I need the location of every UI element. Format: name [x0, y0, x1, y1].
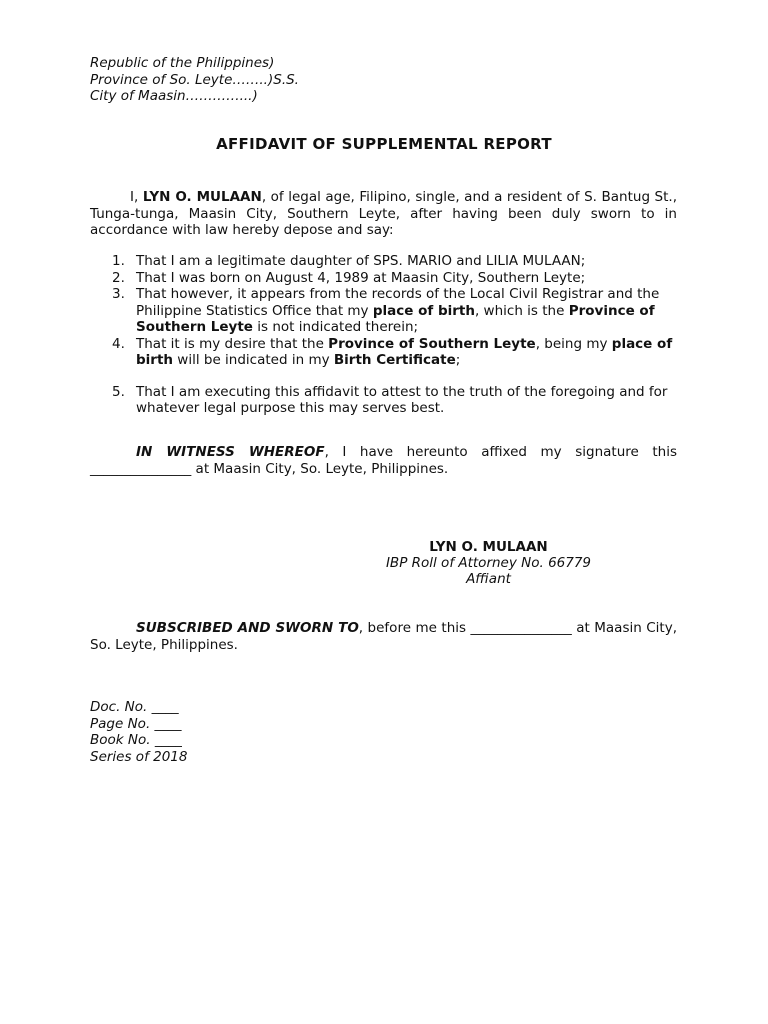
notarial-register — [90, 699, 187, 765]
item-emphasis: place of birth — [372, 302, 475, 319]
signature-block — [300, 539, 677, 587]
jurat-paragraph — [90, 620, 677, 653]
affiant-name: LYN O. MULAAN — [142, 189, 262, 205]
intro-paragraph — [90, 189, 677, 239]
signatory-name: LYN O. MULAAN — [429, 539, 548, 555]
intro-lead: I, — [130, 189, 143, 205]
signatory-role: Affiant — [466, 571, 511, 587]
item-number: 5. — [112, 383, 125, 400]
caption-province: Province of So. Leyte……..)S.S. — [90, 71, 299, 88]
page-number: Page No. ____ — [90, 715, 182, 732]
statements-list — [90, 253, 677, 417]
jurat-rest: , before me this _______________ at Maasin City, So. Leyte, Philippines. — [90, 620, 677, 653]
item-text — [136, 336, 672, 369]
item-number: 4. — [112, 335, 125, 352]
item-text-part: , being my — [535, 335, 612, 352]
series-year: Series of 2018 — [90, 748, 188, 765]
item-emphasis: place of birth — [136, 335, 673, 368]
intro-rest: , of legal age, Filipino, single, and a resident of S. Bantug St., Tunga-tunga, Maasin City, Southern Leyte, after having been duly sworn to in accordance with law hereby depose and say: — [90, 189, 677, 238]
caption-republic: Republic of the Philippines) — [90, 55, 275, 71]
list-item — [90, 384, 677, 417]
list-item — [90, 286, 677, 336]
venue-caption — [90, 55, 299, 105]
item-text — [136, 286, 659, 335]
witness-paragraph — [90, 444, 677, 477]
item-text-part: is not indicated therein; — [252, 319, 419, 335]
item-emphasis: Birth Certificate — [333, 352, 456, 368]
witness-lead: IN WITNESS WHEREOF — [136, 444, 325, 460]
item-text-part: That however, it appears from the records of the Local Civil Registrar and the Philippine Statistics Office that my — [136, 286, 660, 319]
item-emphasis: Province of Southern Leyte — [136, 302, 655, 335]
item-text: That I was born on August 4, 1989 at Maasin City, Southern Leyte; — [136, 269, 586, 286]
item-number: 2. — [112, 269, 125, 286]
item-number: 3. — [112, 286, 125, 302]
item-emphasis: Province of Southern Leyte — [328, 335, 536, 352]
witness-rest: , I have hereunto affixed my signature this _______________ at Maasin City, So. Leyte, Philippines. — [90, 444, 677, 477]
list-item — [90, 270, 677, 287]
item-text-part: , which is the — [474, 302, 569, 319]
caption-city: City of Maasin…………...) — [90, 88, 258, 104]
book-number: Book No. ____ — [90, 732, 182, 748]
item-number: 1. — [112, 253, 125, 269]
item-text: That I am a legitimate daughter of SPS. MARIO and LILIA MULAAN; — [136, 253, 586, 269]
list-item — [90, 336, 677, 369]
item-text-part: ; — [455, 352, 461, 368]
item-text: That I am executing this affidavit to attest to the truth of the foregoing and for whatever legal purpose this may serves best. — [136, 383, 668, 416]
jurat-lead: SUBSCRIBED AND SWORN TO — [136, 620, 359, 636]
doc-number: Doc. No. ____ — [90, 699, 179, 715]
roll-number: IBP Roll of Attorney No. 66779 — [385, 555, 592, 571]
document-title: AFFIDAVIT OF SUPPLEMENTAL REPORT — [216, 135, 552, 153]
list-item — [90, 253, 677, 270]
item-text-part: That it is my desire that the — [136, 335, 329, 352]
item-text-part: will be indicated in my — [173, 352, 334, 368]
